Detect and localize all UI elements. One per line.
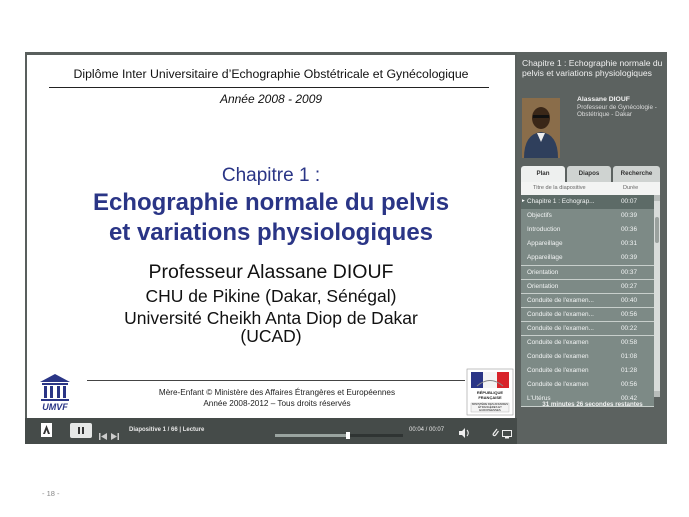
slide-list-item-duration: 00:42: [621, 395, 637, 403]
slide-list-scrollbar[interactable]: [654, 195, 660, 397]
scroll-down-icon[interactable]: [654, 391, 660, 397]
scroll-up-icon[interactable]: [654, 195, 660, 201]
slide-list-item[interactable]: [521, 294, 654, 309]
current-slide-arrow-icon: ▸: [522, 198, 525, 204]
slide-title-line1: Echographie normale du pelvis: [92, 189, 450, 216]
slide-list-item[interactable]: [521, 378, 654, 393]
player-controls: [25, 418, 517, 444]
slide-list-item-title: Orientation: [527, 268, 559, 276]
chapter-label: Chapitre 1 :: [221, 165, 321, 186]
tab-recherche[interactable]: Recherche: [613, 166, 660, 182]
presenter-role: Professeur de Gynécologie - Obstétrique - Dakar: [577, 104, 657, 119]
slide-list-item-title: Conduite de l'examen: [527, 339, 589, 346]
slide-list-item-title: L'Utérus: [527, 395, 551, 403]
slide-list-item-duration: 01:08: [621, 353, 637, 361]
page-number: - 18 -: [42, 489, 60, 498]
slide-list-item-duration: 00:36: [621, 226, 637, 234]
footer-line1: Mère-Enfant © Ministère des Affaires Étrangères et Européennes: [158, 388, 396, 397]
slide-title: [27, 188, 515, 248]
tab-plan[interactable]: Plan: [521, 166, 565, 182]
rf-ministry-text: MINISTÈRE DES AFFAIRES ÉTRANGÈRES ET EUROPÉENNES: [472, 402, 508, 413]
progress-fill: [275, 434, 348, 437]
slide-list-item[interactable]: [521, 251, 654, 266]
volume-icon[interactable]: [459, 425, 470, 443]
slide-list-item-title: Conduite de l'examen: [527, 381, 589, 389]
umvf-logo-text: UMVF: [42, 402, 68, 412]
affiliation-hospital: CHU de Pikine (Dakar, Sénégal): [145, 286, 397, 306]
slide-list-item[interactable]: [521, 322, 654, 337]
screen-mode-icon[interactable]: [502, 426, 512, 444]
affiliation-university: [27, 309, 515, 345]
slide-header-year: Année 2008 - 2009: [219, 92, 323, 106]
slide-list: [521, 182, 660, 403]
slide-list-item-duration: 00:37: [621, 268, 637, 276]
slide-list-item[interactable]: [521, 308, 654, 323]
affiliation-university-line2: (UCAD): [240, 326, 302, 346]
column-duration: Durée: [623, 185, 639, 191]
slide-list-item[interactable]: [521, 237, 654, 252]
next-icon[interactable]: [111, 427, 119, 445]
slide-list-item-title: Conduite de l'examen...: [527, 296, 594, 304]
republique-francaise-logo: [467, 369, 513, 415]
slide-list-item-duration: 00:39: [621, 212, 637, 220]
slide-list-header: [521, 182, 660, 195]
slide-list-item-title: Appareillage: [527, 240, 563, 248]
tab-diapos[interactable]: Diapos: [567, 166, 611, 182]
slide-list-item-duration: 00:56: [621, 381, 637, 389]
time-remaining: 31 minutes 26 secondes restantes: [542, 401, 643, 408]
author-name: Professeur Alassane DIOUF: [148, 261, 394, 283]
header-divider: [49, 87, 489, 88]
footer-divider: [87, 380, 465, 381]
affiliation-university-line1: Université Cheikh Anta Diop de Dakar: [124, 308, 418, 328]
progress-track[interactable]: [275, 434, 403, 437]
slide-list-item-duration: 00:39: [621, 254, 637, 262]
slide-list-item-duration: 01:28: [621, 367, 637, 375]
scrollbar-thumb[interactable]: [655, 217, 659, 243]
previous-icon[interactable]: [99, 427, 107, 445]
column-title: Titre de la diapositive: [533, 185, 586, 191]
slide-list-item-title: Conduite de l'examen...: [527, 324, 594, 332]
slide-list-item-duration: 00:40: [621, 296, 637, 304]
slide-list-item-title: Orientation: [527, 282, 559, 290]
slide-list-item[interactable]: [521, 266, 654, 281]
slide-list-item-duration: 00:58: [621, 339, 637, 346]
slide-list-item[interactable]: [521, 223, 654, 238]
slide-list-item-title: Objectifs: [527, 212, 552, 220]
slide-list-item[interactable]: [521, 209, 654, 224]
slide-list-item-duration: 00:31: [621, 240, 637, 248]
slide-list-item-title: Appareillage: [527, 254, 563, 262]
slide-list-item[interactable]: [521, 350, 654, 365]
sidebar-title: Chapitre 1 : Echographie normale du pelvis et variations physiologiques: [522, 58, 663, 78]
slide-list-item[interactable]: [521, 336, 654, 351]
progress-handle[interactable]: [346, 432, 350, 439]
slide-canvas: [27, 55, 515, 418]
slide-list-item-duration: 00:56: [621, 310, 637, 318]
slide-list-item-duration: 00:27: [621, 282, 637, 290]
presenter-photo: [522, 98, 560, 158]
slide-list-item-duration: 00:22: [621, 324, 637, 332]
footer-line2: Année 2008-2012 – Tous droits réservés: [203, 399, 351, 408]
slide-list-item-title: Introduction: [527, 226, 561, 234]
slide-list-item-title: Conduite de l'examen...: [527, 310, 594, 318]
slide-list-item[interactable]: [521, 195, 654, 210]
presenter-name: Alassane DIOUF: [577, 96, 630, 103]
slide-footer: [127, 387, 427, 409]
slide-list-item[interactable]: [521, 364, 654, 379]
adobe-logo-icon: [41, 423, 52, 437]
slide-list-item-title: Conduite de l'examen: [527, 353, 589, 361]
slide-status: Diapositive 1 / 66 | Lecture: [129, 427, 205, 433]
slide-list-item-duration: 00:07: [621, 198, 637, 205]
attachment-icon[interactable]: [491, 425, 500, 443]
slide-list-item-title: Chapitre 1 : Echograp...: [527, 198, 595, 205]
slide-list-item-title: Conduite de l'examen: [527, 367, 589, 375]
rf-logo-text: RÉPUBLIQUE FRANÇAISE: [476, 390, 504, 400]
slide-title-line2: et variations physiologiques: [108, 219, 434, 246]
sidebar: [517, 52, 667, 444]
umvf-logo: [37, 372, 73, 414]
play-pause-button[interactable]: [70, 423, 92, 438]
slide-header-title: Diplôme Inter Universitaire d’Echographie Obstétricale et Gynécologique: [73, 67, 469, 81]
slide-list-item[interactable]: [521, 280, 654, 295]
time-display: 00:04 / 00:07: [409, 427, 445, 433]
